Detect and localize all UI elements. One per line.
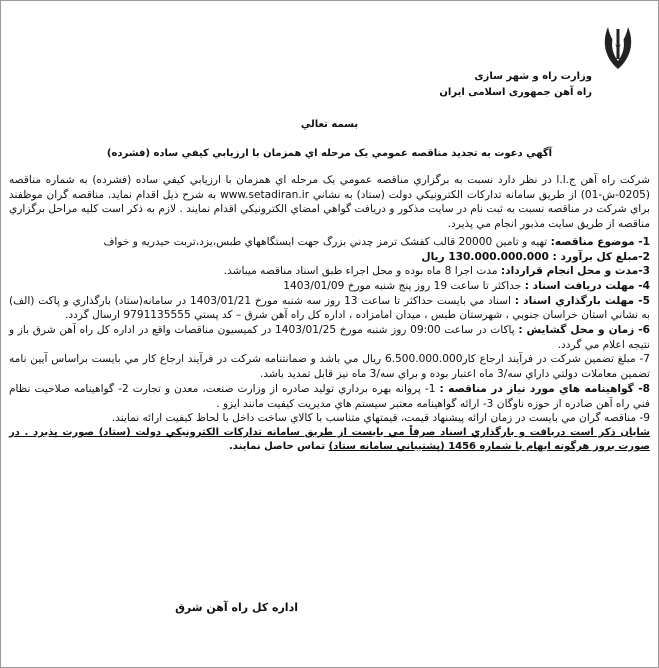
intro-paragraph: شرکت راه آهن ج.ا.ا در نظر دارد نسبت به برگزاري مناقصه عمومي يک مرحله اي همزمان با ارزيابي کيفي ساده (فشرده) به شماره مناقصه (0205-ش-01) از طريق سامانه تدارکات الکترونيکي دولت (ستاد) به نشاني www.setadiran.ir به شرح ذيل اقدام نمايد. مناقصه گران موظفند براي شرکت در مناقصه نسبت به ثبت نام در سايت مذکور و دريافت گواهي امضاي الکترونيکي اقدام نمايند . لازم به ذکر است کليه مراحل برگزاري مناقصه از طريق سايت مذبور انجام مي پذيرد. [9,174,650,231]
item-text: 130.000.000.000 ريال [421,250,553,263]
item-pricing [9,411,650,426]
ministry-header [439,69,592,101]
item-text: 9- مناقصه گران مي بايست در زمان ارائه پيشنهاد قيمت، قيمتهاي متناسب با کالاي ساخت داخل با لحاظ کيفيت ارائه نمايند. [111,412,650,425]
item-certificates [9,382,650,411]
item-text: مدت اجرا 8 ماه بوده و محل اجراء طبق اسناد مناقصه ميباشد. [223,265,501,278]
notice-body [9,173,650,454]
item-guarantee [9,352,650,381]
item-opening [9,323,650,352]
important-note [9,426,650,454]
ministry-name: وزارت راه و شهر سازی [474,71,592,82]
item-label: 6- زمان و محل گشايش : [518,324,650,337]
item-text: 7- مبلغ تضمين شرکت در فرآيند ارجاع کار6.500.000.000 ريال مي باشد و ضمانتنامه شرکت در فرآيند ارجاع کار مي بايست براساس آيين نامه تضمين معاملات دولتي داراي سه/3 ماه اعتبار بوده و براي سه/3 ماه نيز قابل تمديد باشد. [9,353,651,381]
item-label: 3-مدت و محل انجام قرارداد: [500,265,650,278]
signature: اداره کل راه آهن شرق [175,601,298,614]
note-rest: تماس حاصل نمايند. [229,440,329,452]
item-text: 1- پروانه بهره برداري توليد صادره از وزارت صنعت، معدن و تجارت 2- گواهينامه صلاحيت نظام فني راه آهن صادره از حوزه ناوگان 3- ارائه گواهينامه معتبر سيستم هاي مديريت کيفيت مانند ايزو . [9,382,650,410]
item-estimate [9,250,650,265]
item-text: حداکثر تا ساعت 19 روز پنج شنبه مورخ 1403/01/09 [283,279,525,292]
item-label: 2-مبلغ کل برآورد : [552,250,650,263]
item-text: اسناد مي بايست حداکثر تا ساعت 13 روز سه شنبه مورخ 1403/01/21 در سامانه(ستاد) بارگذاري و پاکت (الف) به نشاني استان خراسان جنوبي ، شهرستان طبس ، ميدان امامزاده ، اداره کل راه آهن شرق – کد پستي 9791135555 ارسال گردد. [9,294,650,322]
item-label: 1- موضوع مناقصه: [550,235,650,248]
item-label: 8- گواهينامه هاي مورد نياز در مناقصه : [439,382,651,395]
item-label: 4- مهلت دريافت اسناد : [524,279,650,292]
bismillah: بسمه تعالي [300,119,359,130]
item-subject [9,235,650,250]
item-label: 5- مهلت بارگذاري اسناد : [514,294,650,307]
item-duration [9,264,650,279]
item-upload-deadline [9,294,650,323]
item-text: پاکات در ساعت 09:00 روز شنبه مورخ 1403/01/25 در کميسيون مناقصات واقع در اداره کل راه آهن شرق باز و نتيجه اعلام مي گردد. [9,324,650,351]
item-text: تهيه و تامين 20000 قالب کفشک ترمز چدني بزرگ جهت ايستگاههاي طبس،يزد،تربت حيدريه و خواف [103,235,551,248]
railway-logo-icon [598,23,638,71]
note-underlined: شايان ذکر است دريافت و بارگذاري اسناد صرفاً مي بايست از طريق سامانه تدارکات الکترونيکي دولت (ستاد) صورت پذيرد . در صورت بروز هرگونه ابهام با شماره 1456 (پشتيباني سامانه ستاد) [9,426,650,452]
railway-name: راه آهن جمهوری اسلامی ایران [439,87,592,98]
item-receive-deadline [9,279,650,294]
notice-title: آگهي دعوت به تجديد مناقصه عمومي يک مرحله اي همزمان با ارزيابي کيفي ساده (فشرده) [106,148,553,159]
